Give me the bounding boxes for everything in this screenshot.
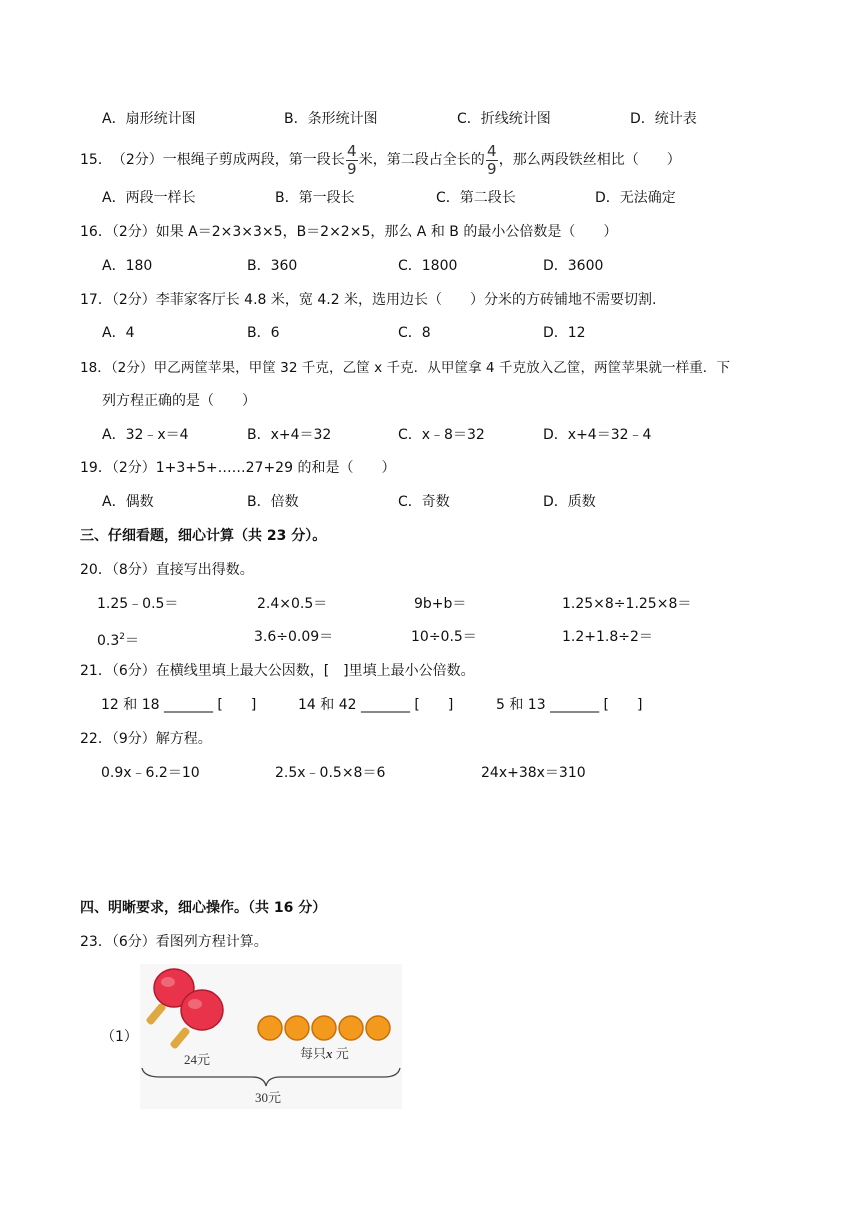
ball-icon (312, 1016, 336, 1040)
q14-option-a: A．扇形统计图 (102, 111, 196, 127)
q20-item: 3.6÷0.09＝ (254, 629, 334, 645)
q14-option-b: B．条形统计图 (284, 111, 378, 127)
q20-item: 9b+b＝ (414, 596, 467, 612)
paddles-and-balls-figure (140, 964, 402, 1109)
q19-option-c: C．奇数 (398, 494, 450, 510)
q14-option-d: D．统计表 (630, 111, 697, 127)
q15-option-d: D．无法确定 (595, 190, 676, 206)
q15-text-mid: 米，第二段占全长的 (358, 152, 485, 168)
q21-item: 14 和 42 _______ [ ] (298, 697, 454, 713)
q22-equation: 0.9x﹣6.2＝10 (101, 765, 200, 781)
fraction-denominator: 9 (346, 159, 357, 178)
section-4-heading: 四、明晰要求，细心操作。（共 16 分） (80, 900, 327, 916)
paddles-price-label: 24元 (184, 1052, 211, 1067)
q18-question-line2: 列方程正确的是（ ） (102, 393, 256, 409)
q15-option-a: A．两段一样长 (102, 190, 196, 206)
total-price-label: 30元 (255, 1090, 282, 1105)
q16-option-d: D．3600 (543, 258, 604, 274)
q23-illustration (140, 964, 402, 1109)
ping-pong-balls (258, 1016, 390, 1040)
q15-fraction-1 (346, 141, 358, 178)
q23-part-1-label: （1） (101, 1029, 138, 1045)
q20-item: 1.25×8÷1.25×8＝ (562, 596, 692, 612)
q17-option-b: B．6 (247, 325, 280, 341)
q15-fraction-2 (486, 141, 498, 178)
q15-option-b: B．第一段长 (275, 190, 355, 206)
q17-question: 17．（2分）李菲家客厅长 4.8 米，宽 4.2 米，选用边长（ ）分米的方砖铺地不需要切割. (80, 292, 657, 308)
q16-question: 16．（2分）如果 A＝2×3×3×5，B＝2×2×5，那么 A 和 B 的最小公倍数是（ ） (80, 224, 618, 240)
power-base: 0.3 (97, 633, 120, 649)
q22-question: 22．（9分）解方程。 (80, 731, 212, 747)
q18-option-a: A．32﹣x＝4 (102, 427, 189, 443)
q20-question: 20．（8分）直接写出得数。 (80, 562, 254, 578)
ball-icon (285, 1016, 309, 1040)
fraction-denominator: 9 (486, 159, 497, 178)
q17-option-a: A．4 (102, 325, 135, 341)
q15-text-pre: （2分）一根绳子剪成两段，第一段长 (111, 152, 345, 168)
q15-option-c: C．第二段长 (436, 190, 516, 206)
q18-option-b: B．x+4＝32 (247, 427, 332, 443)
q15-number: 15． (80, 152, 112, 168)
q19-option-d: D．质数 (543, 494, 596, 510)
q21-item: 12 和 18 _______ [ ] (101, 697, 257, 713)
q20-item: 10÷0.5＝ (411, 629, 477, 645)
section-3-heading: 三、仔细看题，细心计算（共 23 分）。 (80, 528, 327, 544)
q20-item: 1.2+1.8÷2＝ (562, 629, 653, 645)
q20-item: 1.25﹣0.5＝ (97, 596, 179, 612)
q19-question: 19．（2分）1+3+5+……27+29 的和是（ ） (80, 460, 396, 476)
ball-icon (258, 1016, 282, 1040)
q23-question: 23．（6分）看图列方程计算。 (80, 934, 268, 950)
q22-equation: 2.5x﹣0.5×8＝6 (275, 765, 386, 781)
q18-question-line1: 18．（2分）甲乙两筐苹果，甲筐 32 千克，乙筐 x 千克．从甲筐拿 4 千克放入乙筐，两筐苹果就一样重．下 (80, 360, 730, 376)
q22-equation: 24x+38x＝310 (481, 765, 586, 781)
q20-item-power (97, 627, 139, 651)
q18-option-c: C．x﹣8＝32 (398, 427, 485, 443)
ball-price-label: 每只x 元 (300, 1046, 349, 1061)
q15-text-post: ，那么两段铁丝相比（ ） (498, 152, 681, 168)
q21-question: 21．（6分）在横线里填上最大公因数，[ ]里填上最小公倍数。 (80, 663, 475, 679)
equals-sign: ＝ (125, 633, 139, 649)
q15-question (80, 142, 681, 178)
q16-option-b: B．360 (247, 258, 298, 274)
q14-option-c: C．折线统计图 (457, 111, 551, 127)
power-exponent: 2 (119, 632, 125, 642)
q21-item: 5 和 13 _______ [ ] (496, 697, 643, 713)
q17-option-d: D．12 (543, 325, 586, 341)
q19-option-b: B．倍数 (247, 494, 299, 510)
ball-icon (339, 1016, 363, 1040)
q17-option-c: C．8 (398, 325, 431, 341)
fraction-numerator: 4 (486, 141, 497, 160)
q18-option-d: D．x+4＝32﹣4 (543, 427, 652, 443)
q20-item: 2.4×0.5＝ (257, 596, 328, 612)
q16-option-a: A．180 (102, 258, 153, 274)
q16-option-c: C．1800 (398, 258, 458, 274)
fraction-numerator: 4 (346, 141, 357, 160)
ball-icon (366, 1016, 390, 1040)
q19-option-a: A．偶数 (102, 494, 154, 510)
